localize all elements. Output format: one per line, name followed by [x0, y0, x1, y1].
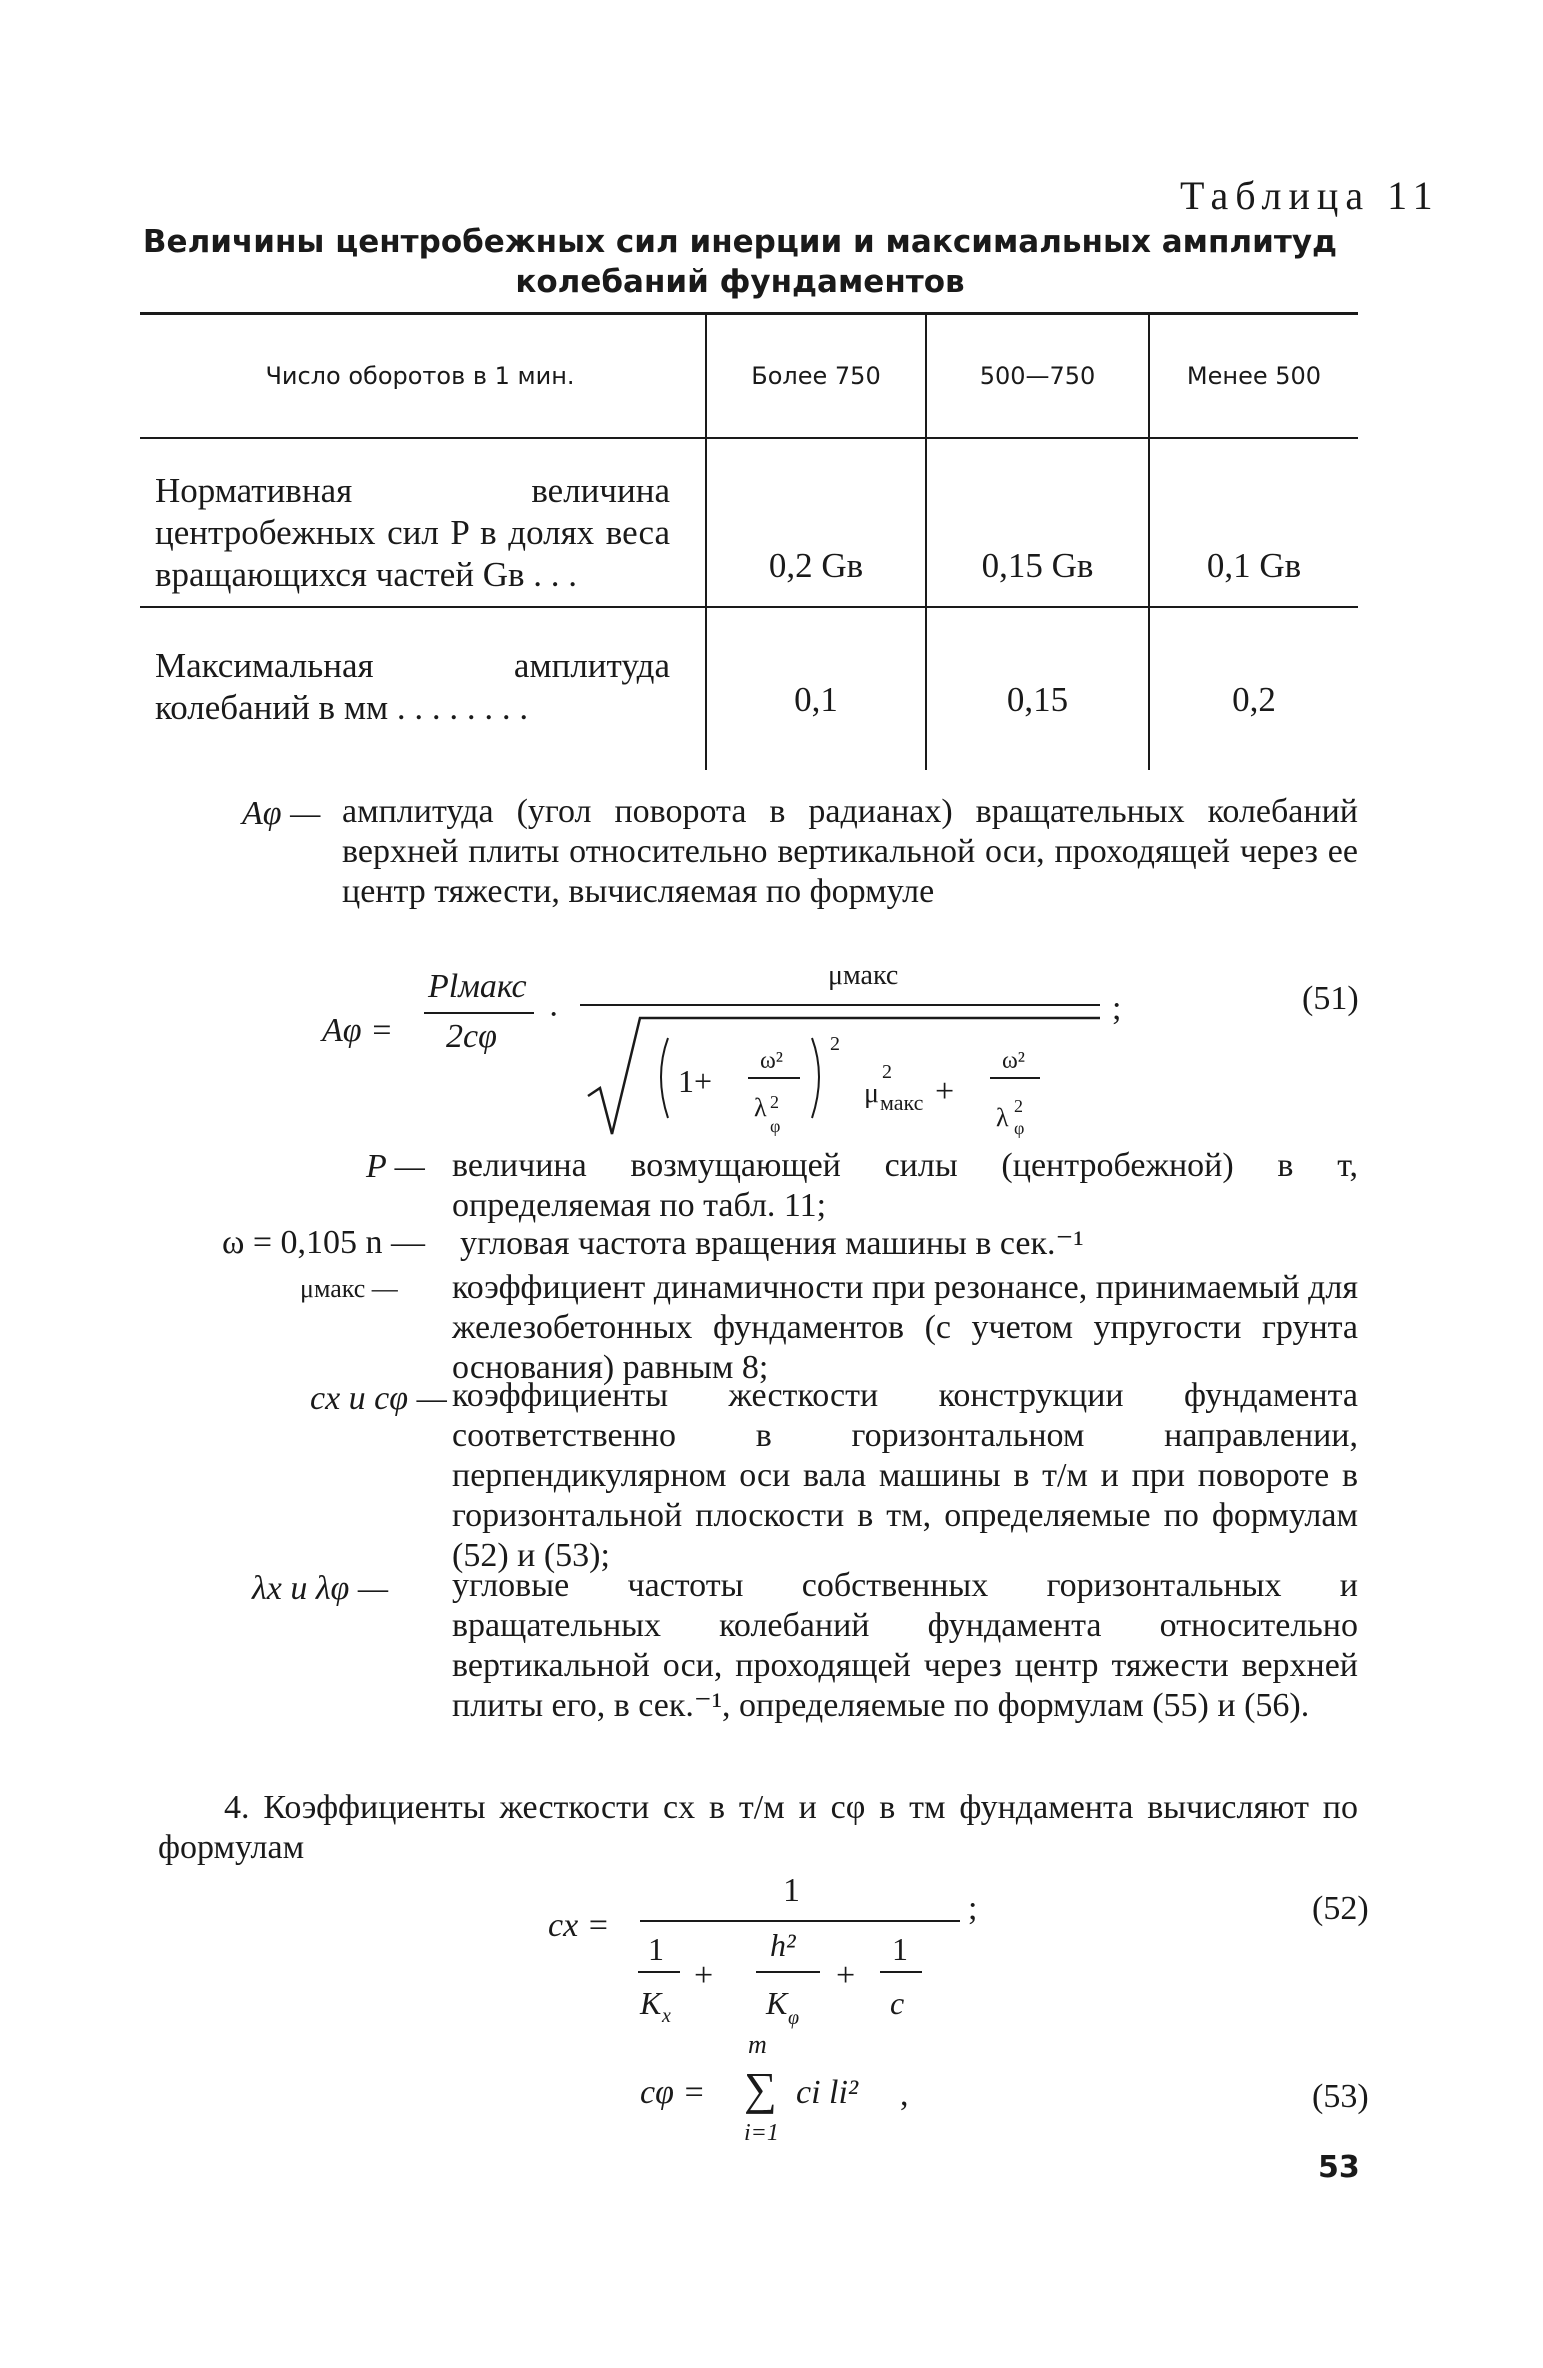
lambda-definition: угловые частоты собственных горизонтальных и вращательных колебаний фундамента относительно вертикальной оси, проходящей через центр тяжести верхней плиты его, в сек.⁻¹, определяемые по формулам (55) и (56).: [452, 1567, 1358, 1724]
table-row-force-label: Нормативная величина центробежных сил P в долях веса вращающихся частей Gв . . .: [155, 471, 670, 594]
p-symbol: P —: [366, 1148, 425, 1185]
svg-text:K: K: [766, 1985, 788, 2021]
svg-text:h²: h²: [770, 1927, 796, 1963]
table-label: Таблица 11: [1180, 173, 1440, 218]
formula-51-den1: 2cφ: [446, 1018, 497, 1055]
formula-52-denominator: [630, 1922, 970, 2032]
mu-symbol: μмакс —: [300, 1274, 398, 1303]
svg-text:2: 2: [882, 1061, 892, 1083]
table-header-under-500: Менее 500: [1186, 362, 1322, 390]
formula-51-tail: ;: [1112, 990, 1122, 1027]
formula-53-body: ci li²: [796, 2074, 859, 2111]
a-phi-definition: амплитуда (угол поворота в радианах) вращательных колебаний верхней плиты относительно вертикальной оси, проходящей через ее центр тяжести, вычисляемая по формуле: [342, 793, 1358, 910]
table-header-rpm: Число оборотов в 1 мин.: [265, 362, 575, 390]
formula-51-lhs: [322, 1012, 393, 1050]
svg-text:λ: λ: [754, 1093, 767, 1122]
svg-text:λ: λ: [996, 1103, 1009, 1132]
svg-text:1: 1: [648, 1931, 664, 1967]
svg-text:ω²: ω²: [1002, 1048, 1025, 1074]
p-definition: величина возмущающей силы (центробежной) в т, определяемая по табл. 11;: [452, 1147, 1358, 1224]
table-row-force-value-3: 0,1 Gв: [1206, 546, 1302, 585]
table-caption: [140, 222, 1340, 302]
table-row-amplitude-value-3: 0,2: [1232, 680, 1276, 719]
table-top-rule: [140, 312, 1358, 315]
svg-text:φ: φ: [788, 2007, 800, 2029]
svg-text:+: +: [836, 1957, 856, 1994]
formula-53-tail: ,: [900, 2076, 909, 2113]
table-row1-rule: [140, 606, 1358, 608]
table-header-rule: [140, 437, 1358, 439]
svg-text:+: +: [935, 1073, 955, 1110]
c-definition: коэффициенты жесткости конструкции фундамента соответственно в горизонтальном направлении, перпендикулярном оси вала машины в т/м и при повороте в горизонтальной плоскости в тм, определяемые по формулам (52) и (53);: [452, 1377, 1358, 1574]
table-caption-line1: Величины центробежных сил инерции и максимальных амплитуд: [142, 224, 1338, 260]
c-symbol: cx и cφ —: [310, 1380, 447, 1417]
svg-text:μ: μ: [864, 1078, 880, 1109]
formula-51-number: (51): [1302, 980, 1359, 1017]
svg-text:1+: 1+: [678, 1063, 713, 1099]
section-4-text: 4. Коэффициенты жесткости cx в т/м и cφ в тм фундамента вычисляют по формулам: [158, 1789, 1358, 1866]
svg-text:φ: φ: [770, 1116, 781, 1136]
formula-53-lhs: cφ =: [640, 2074, 706, 2111]
table-row-force-value-1: 0,2 Gв: [768, 546, 864, 585]
svg-text:φ: φ: [1014, 1118, 1025, 1138]
table-caption-line2: колебаний фундаментов: [515, 264, 965, 300]
formula-51-lhs-text: Aφ =: [322, 1012, 394, 1049]
formula-51-num2: μмакс: [828, 960, 899, 991]
svg-text:K: K: [640, 1985, 662, 2021]
page-number: 53: [1318, 2150, 1360, 2185]
svg-text:2: 2: [830, 1033, 840, 1055]
formula-51-num1: Plмакс: [428, 968, 527, 1005]
svg-text:x: x: [662, 2005, 671, 2027]
svg-text:макс: макс: [880, 1090, 924, 1115]
formula-52-number: (52): [1312, 1890, 1369, 1927]
formula-51-denominator-radical: [580, 1006, 1100, 1146]
formula-52-tail: ;: [968, 1890, 978, 1927]
formula-51-dot: ·: [548, 996, 560, 1033]
svg-text:1: 1: [892, 1931, 908, 1967]
table-header-over-750: Более 750: [751, 362, 881, 390]
mu-definition: коэффициент динамичности при резонансе, принимаемый для железобетонных фундаментов (с учетом упругости грунта основания) равным 8;: [452, 1269, 1358, 1386]
table-row-amplitude-value-1: 0,1: [794, 680, 838, 719]
lambda-symbol: λx и λφ —: [252, 1570, 389, 1607]
svg-text:+: +: [694, 1957, 714, 1994]
svg-text:ω²: ω²: [760, 1048, 783, 1074]
formula-53-sum-bottom: i=1: [744, 2120, 779, 2146]
omega-symbol: ω = 0,105 n —: [222, 1224, 426, 1261]
svg-text:c: c: [890, 1985, 905, 2021]
table-row-amplitude-label: Максимальная амплитуда колебаний в мм . . . . . . . .: [155, 646, 670, 727]
svg-text:2: 2: [770, 1092, 779, 1112]
a-phi-symbol: Aφ —: [242, 795, 321, 832]
table-row-force-value-2: 0,15 Gв: [981, 546, 1094, 585]
omega-definition: угловая частота вращения машины в сек.⁻¹: [460, 1225, 1084, 1262]
formula-52-num: 1: [783, 1872, 800, 1909]
table-header-500-750: 500—750: [979, 362, 1096, 390]
formula-53-sum-top: m: [748, 2030, 767, 2059]
formula-51-frac1-bar: [424, 1012, 534, 1014]
formula-52-lhs: cx =: [548, 1907, 610, 1944]
svg-text:2: 2: [1014, 1096, 1023, 1116]
table-row-amplitude-value-2: 0,15: [1006, 680, 1069, 719]
formula-53-sigma: ∑: [744, 2063, 777, 2114]
formula-53-number: (53): [1312, 2078, 1369, 2115]
